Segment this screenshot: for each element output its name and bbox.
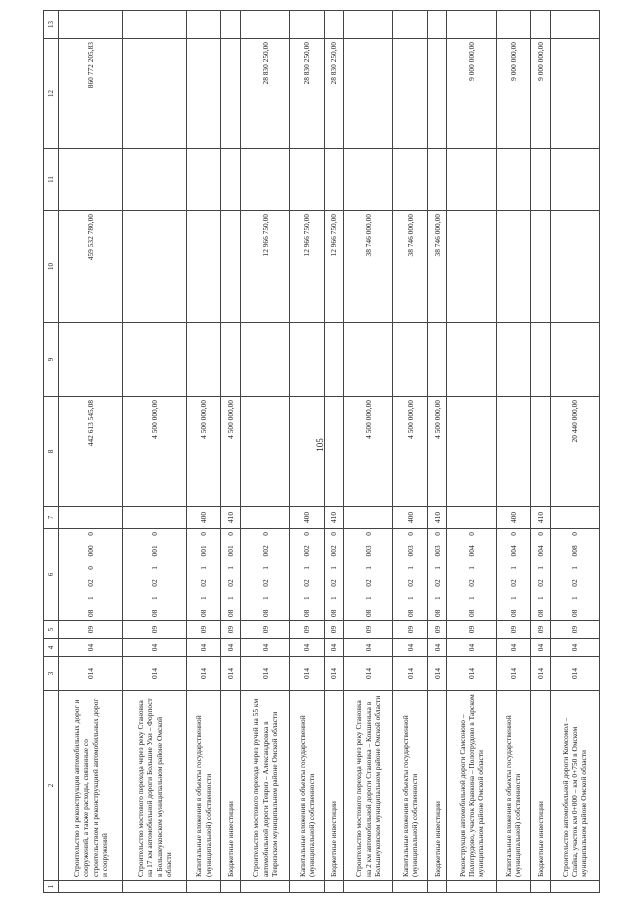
row-index-cell [324, 881, 344, 893]
column-number-1: 1 [44, 881, 59, 893]
target-article-part: 02 [329, 579, 339, 587]
target-article-part: 02 [149, 579, 159, 587]
row-index-cell [550, 881, 599, 893]
target-article-part: 1 [85, 596, 95, 601]
target-article-part: 02 [199, 579, 209, 587]
target-article-part: 08 [260, 609, 270, 617]
amount-col-10-cell [496, 211, 530, 323]
item-name-cell: Бюджетные инвестиции [531, 691, 551, 881]
amount-col-9-cell [550, 323, 599, 397]
grbs-code-cell: 014 [59, 657, 123, 691]
target-article-part: 08 [432, 609, 442, 617]
grbs-code-cell: 014 [393, 657, 427, 691]
section-code-cell: 04 [59, 639, 123, 657]
amount-col-10-cell: 12 966 750,00 [290, 211, 324, 323]
table-row [123, 11, 187, 893]
section-code-cell: 04 [290, 639, 324, 657]
target-article-cell [550, 529, 599, 621]
table-row [427, 11, 447, 893]
target-article-part: 08 [405, 609, 415, 617]
row-index-cell [221, 881, 241, 893]
row-index-cell [241, 881, 290, 893]
target-article-part: 001 [149, 545, 159, 557]
expense-type-cell [59, 507, 123, 529]
item-name-cell: Капитальные вложения в объекты государственной (муниципальной) собственности [496, 691, 530, 881]
amount-col-12-cell: 860 772 205,83 [59, 39, 123, 149]
amount-col-12-cell [221, 39, 241, 149]
target-article-part: 004 [508, 545, 518, 557]
column-number-9: 9 [44, 323, 59, 397]
amount-col-13-cell [393, 11, 427, 39]
table-row [59, 11, 123, 893]
amount-col-8-cell [290, 397, 324, 507]
table-row [531, 11, 551, 893]
grbs-code-cell: 014 [187, 657, 221, 691]
amount-col-8-cell: 442 613 545,08 [59, 397, 123, 507]
row-index-cell [447, 881, 496, 893]
target-article-cell [290, 529, 324, 621]
target-article-part: 02 [85, 579, 95, 587]
amount-col-10-cell: 38 746 000,00 [427, 211, 447, 323]
table-row [393, 11, 427, 893]
expense-type-cell: 410 [531, 507, 551, 529]
target-article-part: 08 [302, 609, 312, 617]
section-code-cell: 04 [344, 639, 393, 657]
table-row [324, 11, 344, 893]
subsection-code-cell: 09 [241, 621, 290, 639]
table-row [447, 11, 496, 893]
target-article-part: 004 [466, 545, 476, 557]
amount-col-10-cell: 12 966 750,00 [241, 211, 290, 323]
table-body [59, 11, 600, 893]
amount-col-9-cell [344, 323, 393, 397]
target-article-part: 02 [226, 579, 236, 587]
subsection-code-cell: 09 [393, 621, 427, 639]
amount-col-9-cell [290, 323, 324, 397]
amount-col-8-cell [447, 397, 496, 507]
target-article-part: 0 [329, 532, 339, 536]
table-row [187, 11, 221, 893]
amount-col-13-cell [427, 11, 447, 39]
table-row [290, 11, 324, 893]
target-article-part: 0 [508, 532, 518, 536]
target-article-part: 1 [466, 596, 476, 601]
page-number: 105 [315, 438, 325, 452]
amount-col-12-cell [550, 39, 599, 149]
subsection-code-cell: 09 [123, 621, 187, 639]
subsection-code-cell: 09 [324, 621, 344, 639]
target-article-part: 0 [535, 532, 545, 536]
item-name-cell: Бюджетные инвестиции [221, 691, 241, 881]
target-article-cell [427, 529, 447, 621]
target-article-cell [496, 529, 530, 621]
target-article-part: 08 [226, 609, 236, 617]
target-article-part: 1 [260, 596, 270, 601]
grbs-code-cell: 014 [447, 657, 496, 691]
target-article-part: 0 [405, 532, 415, 536]
column-number-11: 11 [44, 149, 59, 211]
grbs-code-cell: 014 [221, 657, 241, 691]
amount-col-8-cell: 4 500 000,00 [344, 397, 393, 507]
target-article-part: 1 [260, 566, 270, 570]
subsection-code-cell: 09 [221, 621, 241, 639]
amount-col-11-cell [531, 149, 551, 211]
target-article-part: 1 [226, 566, 236, 570]
amount-col-8-cell [241, 397, 290, 507]
row-index-cell [393, 881, 427, 893]
target-article-part: 0 [570, 532, 580, 536]
expense-type-cell: 400 [290, 507, 324, 529]
section-code-cell: 04 [324, 639, 344, 657]
target-article-part: 02 [508, 579, 518, 587]
target-article-part: 1 [226, 596, 236, 601]
column-number-row [44, 11, 59, 893]
amount-col-8-cell: 20 440 000,00 [550, 397, 599, 507]
amount-col-11-cell [221, 149, 241, 211]
budget-table-sheet [43, 11, 600, 893]
section-code-cell: 04 [393, 639, 427, 657]
amount-col-10-cell: 12 966 750,00 [324, 211, 344, 323]
column-number-4: 4 [44, 639, 59, 657]
amount-col-13-cell [447, 11, 496, 39]
amount-col-9-cell [241, 323, 290, 397]
item-name-cell: Строительство мостового перехода через ручей на 55 км автомобильной дороги Тевриз – Александровка в Тевризском муниципальном районе Омской области [241, 691, 290, 881]
target-article-part: 0 [85, 566, 95, 570]
amount-col-11-cell [324, 149, 344, 211]
target-article-cell [187, 529, 221, 621]
grbs-code-cell: 014 [427, 657, 447, 691]
target-article-part: 1 [329, 596, 339, 601]
row-index-cell [123, 881, 187, 893]
amount-col-11-cell [496, 149, 530, 211]
target-article-part: 02 [535, 579, 545, 587]
target-article-part: 08 [363, 609, 373, 617]
column-number-13: 13 [44, 11, 59, 39]
target-article-part: 1 [149, 566, 159, 570]
grbs-code-cell: 014 [290, 657, 324, 691]
target-article-part: 08 [466, 609, 476, 617]
item-name-cell: Капитальные вложения в объекты государственной (муниципальной) собственности [290, 691, 324, 881]
target-article-part: 1 [432, 596, 442, 601]
target-article-part: 02 [570, 579, 580, 587]
column-number-6: 6 [44, 529, 59, 621]
target-article-part: 1 [508, 596, 518, 601]
section-code-cell: 04 [531, 639, 551, 657]
target-article-part: 08 [329, 609, 339, 617]
amount-col-12-cell: 9 000 000,00 [531, 39, 551, 149]
target-article-part: 003 [405, 545, 415, 557]
grbs-code-cell: 014 [241, 657, 290, 691]
amount-col-13-cell [221, 11, 241, 39]
amount-col-12-cell [427, 39, 447, 149]
amount-col-13-cell [324, 11, 344, 39]
target-article-part: 0 [85, 532, 95, 536]
column-number-5: 5 [44, 621, 59, 639]
amount-col-9-cell [187, 323, 221, 397]
grbs-code-cell: 014 [531, 657, 551, 691]
item-name-cell: Капитальные вложения в объекты государственной (муниципальной) собственности [187, 691, 221, 881]
row-index-cell [59, 881, 123, 893]
amount-col-13-cell [344, 11, 393, 39]
target-article-part: 1 [149, 596, 159, 601]
subsection-code-cell: 09 [427, 621, 447, 639]
target-article-part: 0 [432, 532, 442, 536]
amount-col-11-cell [393, 149, 427, 211]
target-article-part: 001 [199, 545, 209, 557]
target-article-part: 0 [260, 532, 270, 536]
target-article-part: 08 [535, 609, 545, 617]
target-article-part: 1 [302, 596, 312, 601]
target-article-part: 02 [466, 579, 476, 587]
target-article-part: 0 [226, 532, 236, 536]
amount-col-11-cell [241, 149, 290, 211]
amount-col-12-cell: 28 830 250,00 [241, 39, 290, 149]
subsection-code-cell: 09 [59, 621, 123, 639]
subsection-code-cell: 09 [447, 621, 496, 639]
target-article-part: 02 [405, 579, 415, 587]
section-code-cell: 04 [427, 639, 447, 657]
grbs-code-cell: 014 [123, 657, 187, 691]
grbs-code-cell: 014 [550, 657, 599, 691]
amount-col-8-cell: 4 500 000,00 [187, 397, 221, 507]
amount-col-8-cell: 4 500 000,00 [221, 397, 241, 507]
subsection-code-cell: 09 [187, 621, 221, 639]
item-name-cell: Реконструкция автомобильной дороги Самсоново – Полотрудово, участок Кравкина – Полотрудово в Тарском муниципальном районе Омской области [447, 691, 496, 881]
section-code-cell: 04 [447, 639, 496, 657]
subsection-code-cell: 09 [531, 621, 551, 639]
amount-col-12-cell [344, 39, 393, 149]
amount-col-11-cell [59, 149, 123, 211]
target-article-part: 08 [508, 609, 518, 617]
amount-col-12-cell: 28 830 250,00 [324, 39, 344, 149]
amount-col-13-cell [123, 11, 187, 39]
target-article-cell [344, 529, 393, 621]
amount-col-10-cell [531, 211, 551, 323]
expense-type-cell [550, 507, 599, 529]
amount-col-10-cell: 459 532 780,00 [59, 211, 123, 323]
item-name-cell: Бюджетные инвестиции [324, 691, 344, 881]
amount-col-10-cell: 38 746 000,00 [344, 211, 393, 323]
target-article-part: 02 [260, 579, 270, 587]
expense-type-cell [447, 507, 496, 529]
target-article-cell [221, 529, 241, 621]
target-article-part: 1 [199, 596, 209, 601]
target-article-part: 1 [508, 566, 518, 570]
target-article-cell [447, 529, 496, 621]
amount-col-10-cell [550, 211, 599, 323]
grbs-code-cell: 014 [496, 657, 530, 691]
column-number-7: 7 [44, 507, 59, 529]
grbs-code-cell: 014 [344, 657, 393, 691]
amount-col-8-cell [324, 397, 344, 507]
amount-col-10-cell [447, 211, 496, 323]
target-article-part: 08 [85, 609, 95, 617]
subsection-code-cell: 09 [344, 621, 393, 639]
amount-col-9-cell [221, 323, 241, 397]
expense-type-cell: 400 [496, 507, 530, 529]
target-article-part: 02 [432, 579, 442, 587]
amount-col-13-cell [531, 11, 551, 39]
amount-col-9-cell [59, 323, 123, 397]
amount-col-9-cell [324, 323, 344, 397]
amount-col-11-cell [447, 149, 496, 211]
target-article-part: 002 [329, 545, 339, 557]
amount-col-12-cell [187, 39, 221, 149]
row-index-cell [344, 881, 393, 893]
amount-col-13-cell [187, 11, 221, 39]
row-index-cell [187, 881, 221, 893]
target-article-cell [324, 529, 344, 621]
amount-col-8-cell: 4 500 000,00 [427, 397, 447, 507]
expense-type-cell [241, 507, 290, 529]
subsection-code-cell: 09 [290, 621, 324, 639]
amount-col-12-cell [393, 39, 427, 149]
column-number-10: 10 [44, 211, 59, 323]
amount-col-9-cell [427, 323, 447, 397]
amount-col-13-cell [496, 11, 530, 39]
amount-col-13-cell [550, 11, 599, 39]
item-name-cell: Бюджетные инвестиции [427, 691, 447, 881]
row-index-cell [496, 881, 530, 893]
target-article-cell [393, 529, 427, 621]
column-number-2: 2 [44, 691, 59, 881]
table-row [496, 11, 530, 893]
target-article-part: 08 [570, 609, 580, 617]
target-article-part: 002 [302, 545, 312, 557]
target-article-part: 1 [199, 566, 209, 570]
target-article-cell [531, 529, 551, 621]
target-article-part: 003 [363, 545, 373, 557]
target-article-part: 0 [199, 532, 209, 536]
target-article-part: 000 [85, 545, 95, 557]
amount-col-12-cell: 9 000 000,00 [447, 39, 496, 149]
amount-col-13-cell [241, 11, 290, 39]
amount-col-11-cell [427, 149, 447, 211]
amount-col-10-cell [221, 211, 241, 323]
target-article-part: 0 [363, 532, 373, 536]
target-article-part: 008 [570, 545, 580, 557]
amount-col-10-cell [123, 211, 187, 323]
amount-col-13-cell [290, 11, 324, 39]
target-article-part: 1 [329, 566, 339, 570]
item-name-cell: Капитальные вложения в объекты государственной (муниципальной) собственности [393, 691, 427, 881]
column-number-12: 12 [44, 39, 59, 149]
target-article-part: 1 [432, 566, 442, 570]
amount-col-12-cell [123, 39, 187, 149]
amount-col-9-cell [123, 323, 187, 397]
target-article-part: 02 [302, 579, 312, 587]
expense-type-cell: 410 [324, 507, 344, 529]
row-index-cell [290, 881, 324, 893]
section-code-cell: 04 [221, 639, 241, 657]
amount-col-11-cell [187, 149, 221, 211]
target-article-cell [123, 529, 187, 621]
budget-table [43, 10, 600, 893]
target-article-part: 1 [363, 596, 373, 601]
target-article-part: 002 [260, 545, 270, 557]
row-index-cell [531, 881, 551, 893]
amount-col-9-cell [393, 323, 427, 397]
table-row [344, 11, 393, 893]
item-name-cell: Строительство мостового перехода через реку Становка на 17 км автомобильной дороги Большие Уки – Форпост в Большеуковском муниципальном районе Омской области [123, 691, 187, 881]
section-code-cell: 04 [123, 639, 187, 657]
target-article-part: 0 [149, 532, 159, 536]
amount-col-11-cell [344, 149, 393, 211]
amount-col-8-cell: 4 500 000,00 [393, 397, 427, 507]
expense-type-cell: 400 [187, 507, 221, 529]
amount-col-9-cell [447, 323, 496, 397]
amount-col-11-cell [550, 149, 599, 211]
table-row [241, 11, 290, 893]
column-number-3: 3 [44, 657, 59, 691]
target-article-part: 1 [405, 566, 415, 570]
expense-type-cell: 410 [427, 507, 447, 529]
target-article-part: 1 [405, 596, 415, 601]
target-article-part: 004 [535, 545, 545, 557]
expense-type-cell: 400 [393, 507, 427, 529]
amount-col-10-cell: 38 746 000,00 [393, 211, 427, 323]
table-row [550, 11, 599, 893]
target-article-part: 08 [199, 609, 209, 617]
target-article-part: 0 [302, 532, 312, 536]
target-article-part: 08 [149, 609, 159, 617]
section-code-cell: 04 [496, 639, 530, 657]
amount-col-9-cell [531, 323, 551, 397]
expense-type-cell: 410 [221, 507, 241, 529]
subsection-code-cell: 09 [550, 621, 599, 639]
target-article-part: 001 [226, 545, 236, 557]
item-name-cell: Строительство мостового перехода через реку Становка на 2 км автомобильной дороги Становка – Кокшенька в Большеуковском муниципальном районе Омской области [344, 691, 393, 881]
section-code-cell: 04 [241, 639, 290, 657]
section-code-cell: 04 [187, 639, 221, 657]
target-article-part: 0 [466, 532, 476, 536]
target-article-part: 1 [570, 596, 580, 601]
table-row [221, 11, 241, 893]
amount-col-9-cell [496, 323, 530, 397]
target-article-part: 003 [432, 545, 442, 557]
column-number-8: 8 [44, 397, 59, 507]
amount-col-12-cell: 9 000 000,00 [496, 39, 530, 149]
section-code-cell: 04 [550, 639, 599, 657]
target-article-part: 1 [466, 566, 476, 570]
target-article-part: 1 [535, 596, 545, 601]
expense-type-cell [344, 507, 393, 529]
expense-type-cell [123, 507, 187, 529]
target-article-part: 1 [570, 566, 580, 570]
amount-col-8-cell [496, 397, 530, 507]
target-article-cell [59, 529, 123, 621]
subsection-code-cell: 09 [496, 621, 530, 639]
target-article-cell [241, 529, 290, 621]
amount-col-8-cell: 4 500 000,00 [123, 397, 187, 507]
amount-col-8-cell [531, 397, 551, 507]
target-article-part: 1 [363, 566, 373, 570]
item-name-cell: Строительство и реконструкция автомобильных дорог и сооружений, а также расходы, связанные со строительством и реконструкцией автомобильных дорог и сооружений [59, 691, 123, 881]
target-article-part: 1 [535, 566, 545, 570]
amount-col-11-cell [290, 149, 324, 211]
target-article-part: 1 [302, 566, 312, 570]
amount-col-11-cell [123, 149, 187, 211]
amount-col-12-cell: 28 830 250,00 [290, 39, 324, 149]
grbs-code-cell: 014 [324, 657, 344, 691]
item-name-cell: Строительство автомобильной дороги Комсомол – Спайка, участок км 0+000 – км 0+750 в Омском муниципальном районе Омской области [550, 691, 599, 881]
amount-col-13-cell [59, 11, 123, 39]
target-article-part: 02 [363, 579, 373, 587]
row-index-cell [427, 881, 447, 893]
amount-col-10-cell [187, 211, 221, 323]
